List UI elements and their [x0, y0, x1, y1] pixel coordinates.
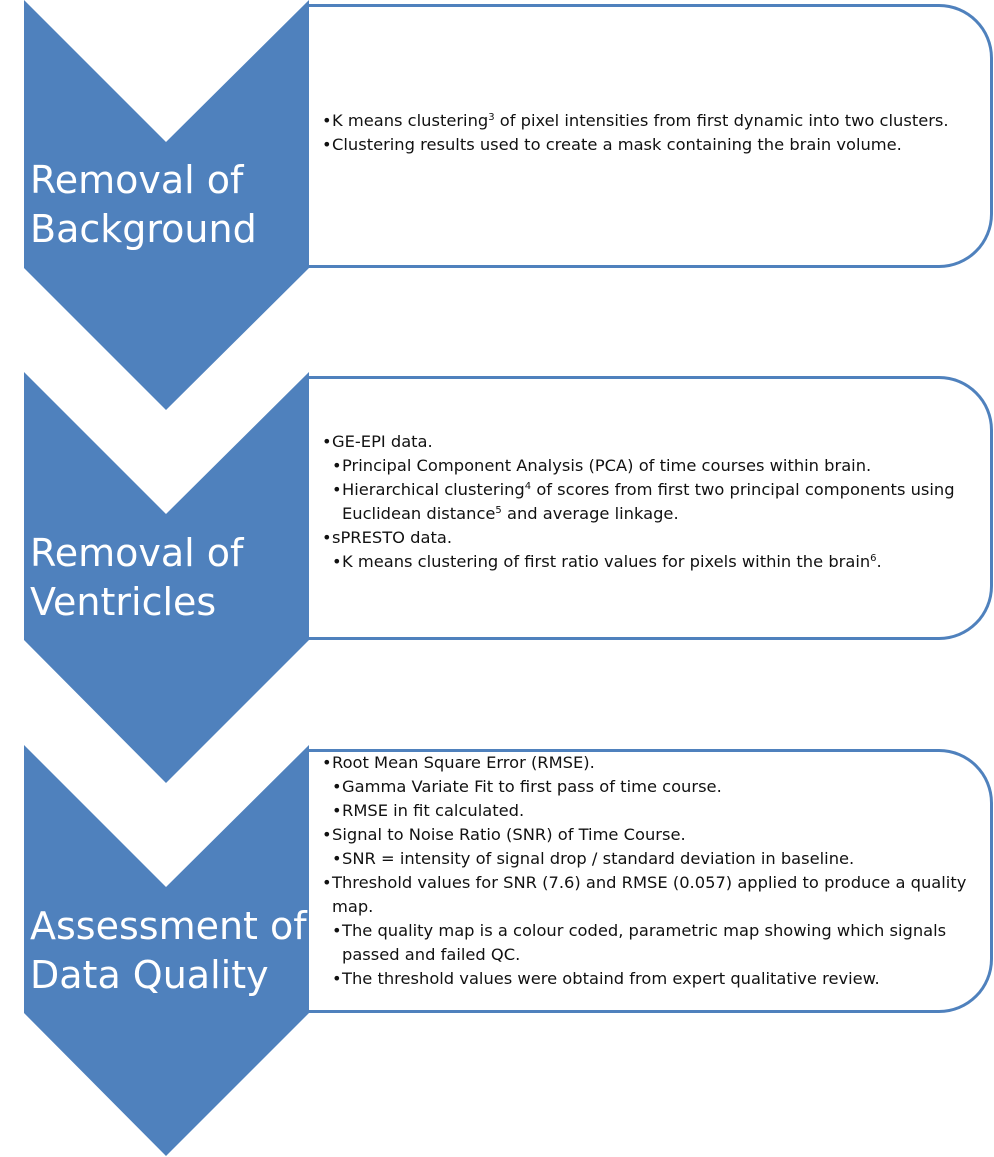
bullet-item	[332, 478, 982, 526]
stage-2-items	[322, 430, 982, 574]
stage-3-title-line2: Data Quality	[30, 953, 269, 997]
stage-1-title	[30, 156, 257, 254]
bullet-item	[332, 775, 982, 799]
bullet-item	[332, 919, 982, 967]
stage-1-title-line1: Removal of	[30, 158, 244, 202]
bullet-item	[332, 967, 982, 991]
bullet-item	[322, 871, 982, 919]
bullet-text: Root Mean Square Error (RMSE).	[332, 753, 595, 772]
reference-number: 6	[870, 553, 877, 564]
bullet-item	[322, 133, 982, 157]
stage-3-items	[322, 751, 982, 991]
bullet-text: of pixel intensities from first dynamic into two clusters.	[494, 111, 949, 130]
reference-number: 3	[488, 112, 495, 123]
bullet-text: SNR = intensity of signal drop / standard deviation in baseline.	[342, 849, 855, 868]
bullet-item	[322, 430, 982, 454]
stage-1-title-line2: Background	[30, 207, 257, 251]
reference-number: 5	[495, 505, 502, 516]
bullet-item	[322, 751, 982, 775]
reference-number: 4	[524, 481, 532, 492]
bullet-text: K means clustering	[332, 111, 489, 130]
stage-3-title-line1: Assessment of	[30, 904, 307, 948]
stage-2-title	[30, 529, 243, 627]
bullet-text: RMSE in fit calculated.	[342, 801, 525, 820]
bullet-item	[322, 823, 982, 847]
bullet-text: and average linkage.	[501, 504, 679, 523]
stage-2-title-line1: Removal of	[30, 531, 244, 575]
bullet-text: Clustering results used to create a mask containing the brain volume.	[332, 135, 902, 154]
bullet-item	[332, 454, 982, 478]
bullet-item	[322, 109, 982, 133]
stage-1-items	[322, 109, 982, 157]
bullet-text: Signal to Noise Ratio (SNR) of Time Course.	[332, 825, 686, 844]
bullet-text: Hierarchical clustering	[342, 480, 525, 499]
bullet-item	[332, 847, 982, 871]
bullet-text: Gamma Variate Fit to first pass of time course.	[342, 777, 722, 796]
bullet-text: sPRESTO data.	[332, 528, 453, 547]
bullet-text: of scores from first two principal components using Euclidean distance	[342, 480, 955, 523]
bullet-text: GE-EPI data.	[332, 432, 433, 451]
bullet-text: K means clustering of first ratio values for pixels within the brain	[342, 552, 871, 571]
bullet-text: Threshold values for SNR (7.6) and RMSE (0.057) applied to produce a quality map.	[332, 873, 967, 916]
bullet-text: The quality map is a colour coded, parametric map showing which signals passed and failed QC.	[342, 921, 947, 964]
bullet-item	[332, 550, 982, 574]
stage-2-title-line2: Ventricles	[30, 580, 217, 624]
bullet-item	[332, 799, 982, 823]
bullet-text: The threshold values were obtaind from expert qualitative review.	[342, 969, 880, 988]
stage-3-title	[30, 902, 307, 1000]
bullet-text: Principal Component Analysis (PCA) of time courses within brain.	[342, 456, 872, 475]
bullet-item	[322, 526, 982, 550]
bullet-text: .	[876, 552, 882, 571]
